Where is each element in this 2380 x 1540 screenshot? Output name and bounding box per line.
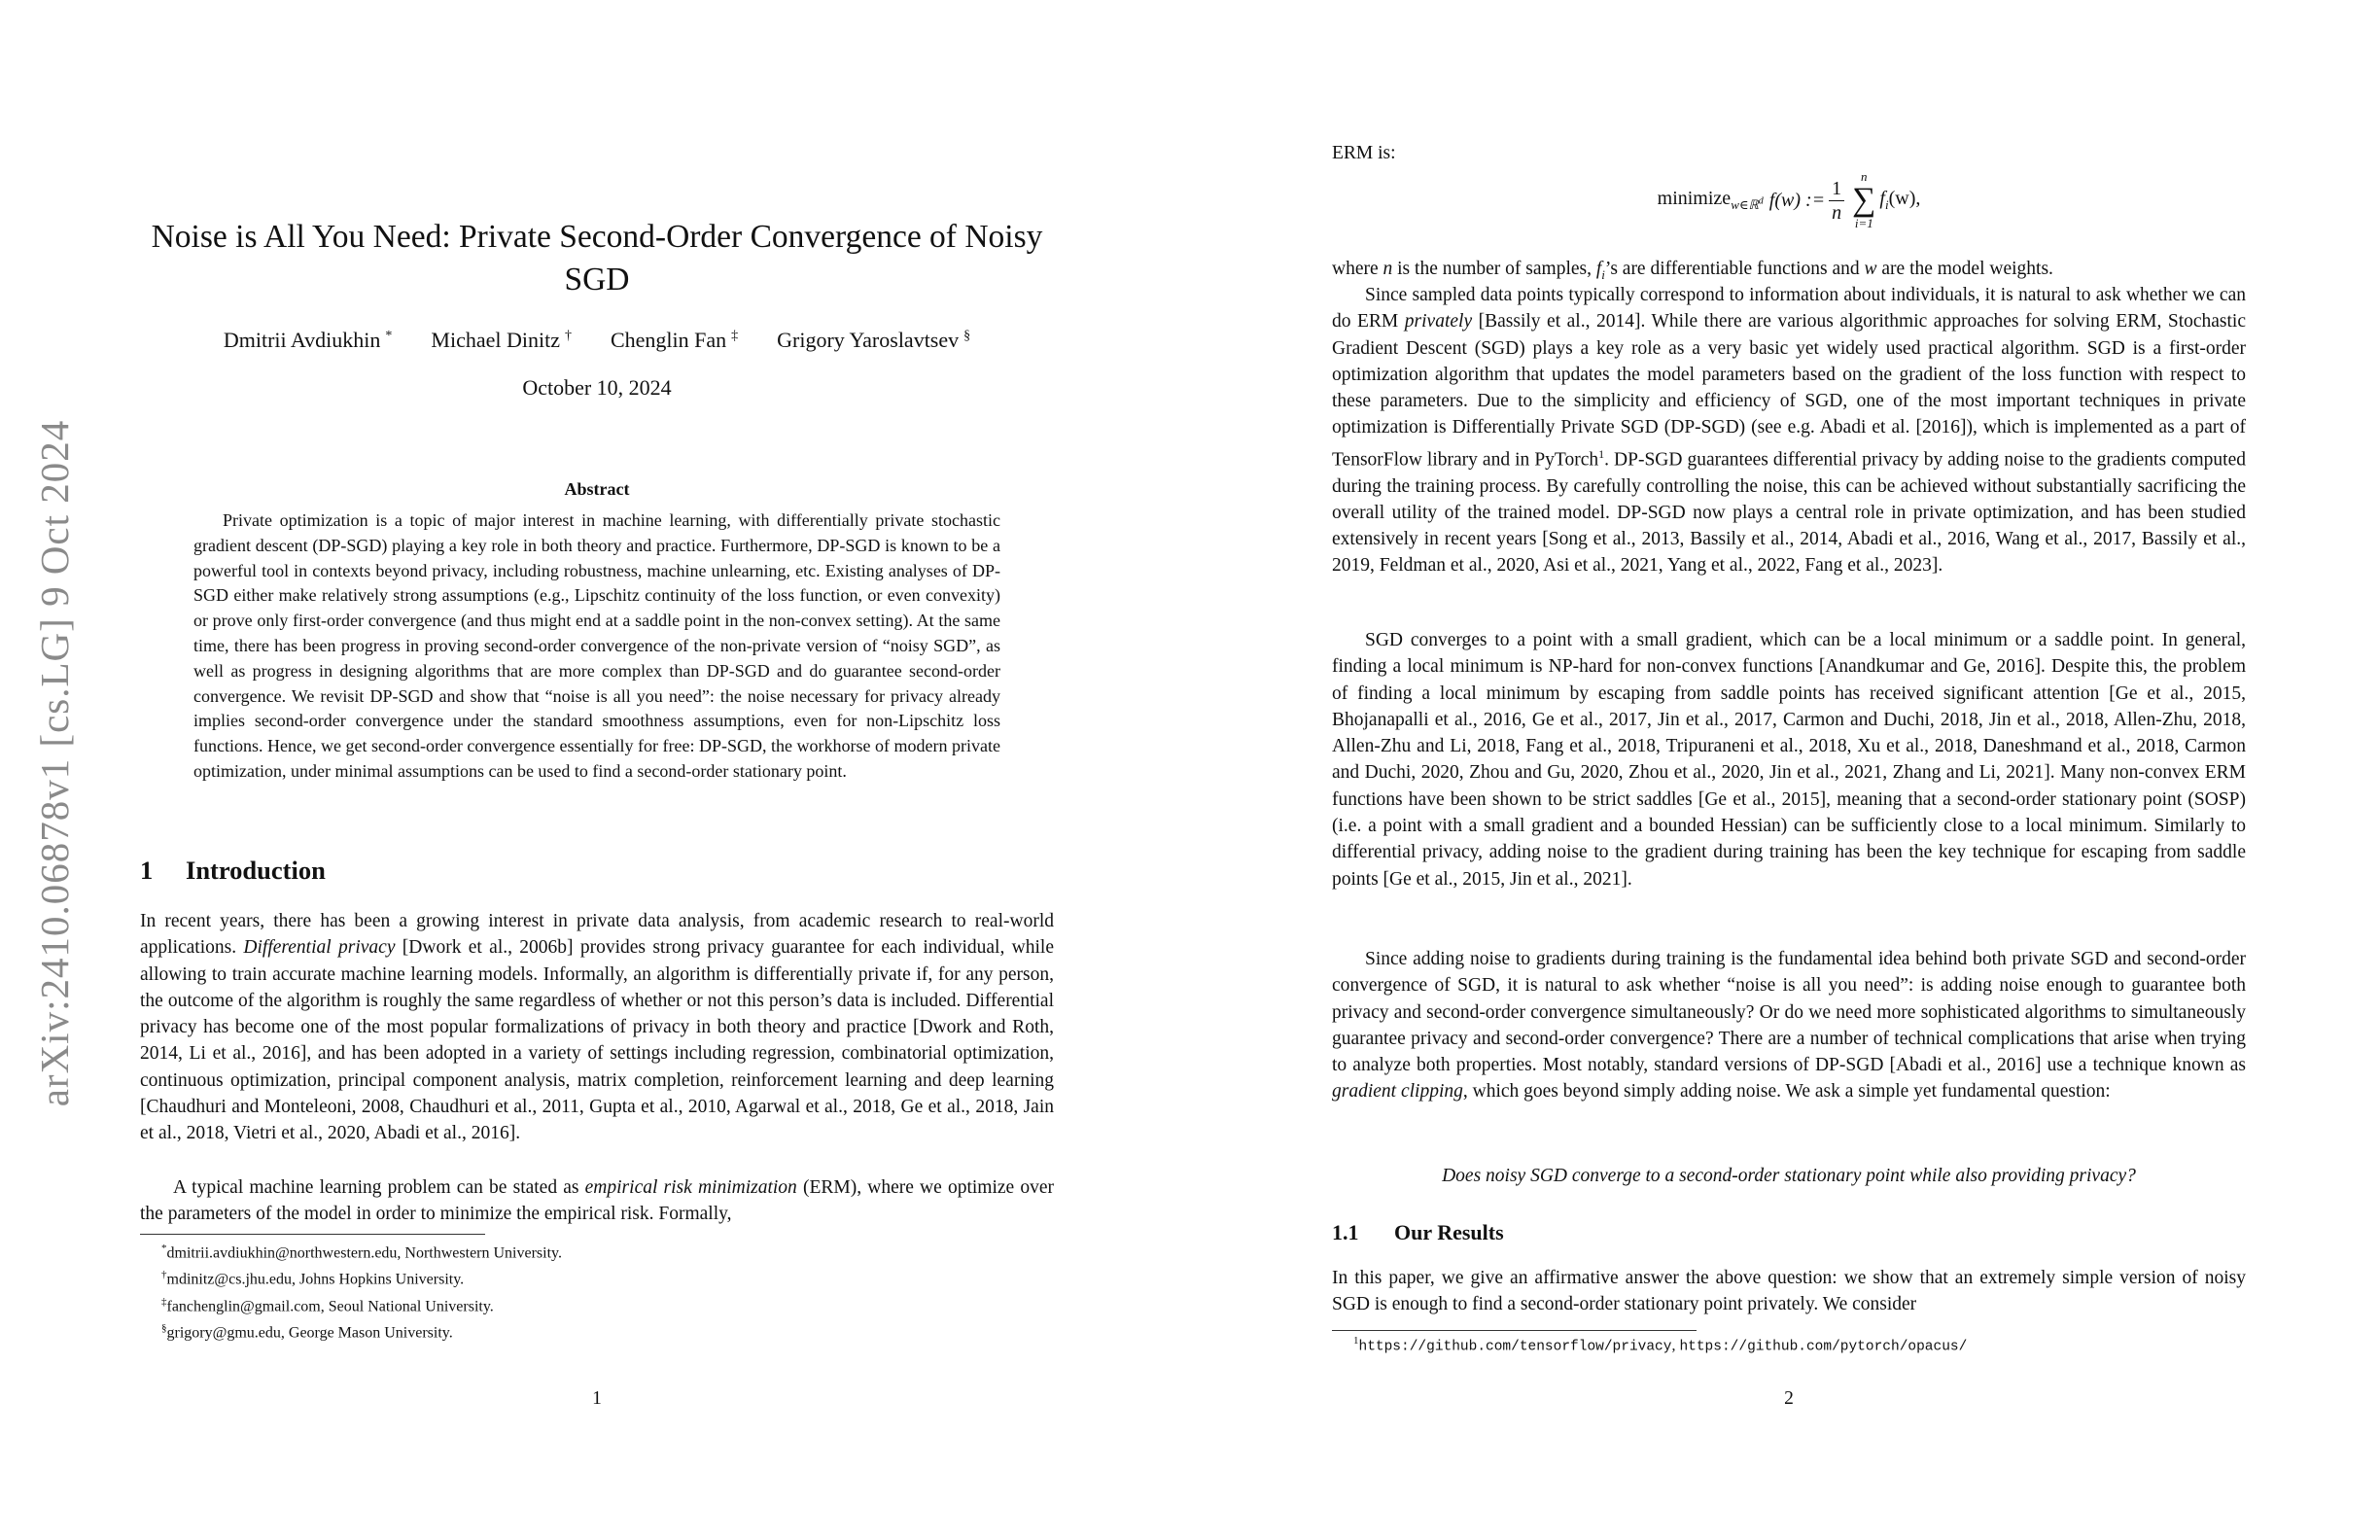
footnote-rule <box>1332 1330 1697 1331</box>
footnote: †mdinitz@cs.jhu.edu, Johns Hopkins University. <box>161 1269 465 1288</box>
arxiv-identifier <box>32 419 77 1107</box>
paragraph-saddle-points: SGD converges to a point with a small gradient, which can be a local minimum or a saddle point. In general, finding a local minimum is NP-hard for non-convex functions [Anandkumar and Ge, 2016]. Despite this, the problem of finding a local minimum by escaping from saddle points has received significant attention [Ge et al., 2015, Bhojanapalli et al., 2016, Ge et al., 2017, Jin et al., 2017, Carmon and Duchi, 2018, Jin et al., 2018, Allen-Zhu, 2018, Allen-Zhu and Li, 2018, Fang et al., 2018, Tripuraneni et al., 2018, Xu et al., 2018, Daneshmand et al., 2018, Carmon and Duchi, 2020, Zhou and Gu, 2020, Zhou et al., 2020, Jin et al., 2021, Zhang and Li, 2021]. Many non-convex ERM functions have been shown to be strict saddles [Ge et al., 2015], meaning that a second-order stationary point (SOSP) (i.e. a point with a small gradient and a bounded Hessian) can be sufficiently close to a local minimum. Similarly to differential privacy, adding noise to the gradient during training has been the key technique for escaping from saddle points [Ge et al., 2015, Jin et al., 2021]. <box>1332 630 2246 890</box>
paragraph-private-sgd: Since sampled data points typically correspond to information about individuals, it is natural to ask whether we can do ERM privately [Bassily et al., 2014]. While there are various algorithmic approaches for solving ERM, Stochastic Gradient Descent (SGD) plays a key role as a very basic yet widely used practical algorithm. SGD is a first-order optimization algorithm that updates the model parameters based on the gradient of the loss function with respect to these parameters. Due to the simplicity and efficiency of SGD, one of the most important techniques in private optimization is Differentially Private SGD (DP-SGD) (see e.g. Abadi et al. [2016]), which is implemented as a part of TensorFlow library and in PyTorch$^1$. DP-SGD guarantees differential privacy by adding noise to the gradients computed during the training process. By carefully controlling the noise, this can be achieved without substantially sacrificing the overall utility of the trained model. DP-SGD now plays a central role in private optimization, and has been studied extensively in recent years [Song et al., 2013, Bassily et al., 2014, Abadi et al., 2016, Wang et al., 2017, Bassily et al., 2019, Feldman et al., 2020, Asi et al., 2021, Yang et al., 2022, Fang et al., 2023]. <box>1332 285 2246 577</box>
equation-term: $f_i(w)$, <box>1879 188 1921 212</box>
section-heading-introduction: 1 Introduction <box>140 856 326 885</box>
page-2 <box>1332 0 2246 1540</box>
footnote: §grigory@gmu.edu, George Mason University. <box>161 1321 453 1342</box>
footnote-link-tensorflow[interactable]: https://github.com/tensorflow/privacy <box>1358 1339 1672 1355</box>
erm-definition: where n is the number of samples, $f_i’s$ are differentiable functions and w are the model weights. <box>1332 259 2053 282</box>
author: Dmitrii Avdiukhin * <box>223 328 393 352</box>
erm-intro: ERM is: <box>1332 143 1396 163</box>
abstract-text: Private optimization is a topic of major interest in machine learning, with differentially private stochastic gradient descent (DP-SGD) playing a key role in both theory and practice. Furthermore, DP-SGD is known to be a powerful tool in contexts beyond privacy, including robustness, machine unlearning, etc. Existing analyses of DP-SGD either make relatively strong assumptions (e.g., Lipschitz continuity of the loss function, or even convexity) or prove only first-order convergence (and thus might end at a saddle point in the non-convex setting). At the same time, there has been progress in proving second-order convergence of the non-private version of “noisy SGD”, as well as progress in designing algorithms that are more complex than DP-SGD and do guarantee second-order convergence. We revisit DP-SGD and show that “noise is all you need”: the noise necessary for privacy already implies second-order convergence under the standard smoothness assumptions, even for non-Lipschitz loss functions. Hence, we get second-order convergence essentially for free: DP-SGD, the workhorse of modern private optimization, under minimal assumptions can be used to find a second-order stationary point. <box>193 510 1000 781</box>
subsection-heading-our-results: 1.1 Our Results <box>1332 1220 1504 1244</box>
intro-paragraph-2: A typical machine learning problem can be stated as empirical risk minimization (ERM), where we optimize over the parameters of the model in order to minimize the empirical risk. Formally, <box>140 1177 1054 1225</box>
intro-paragraph-1: In recent years, there has been a growing interest in private data analysis, from academic research to real-world applications. Differential privacy [Dwork et al., 2006b] provides strong privacy guarantee for each individual, while allowing to train accurate machine learning models. Informally, an algorithm is differentially private if, for any person, the outcome of the algorithm is roughly the same regardless of whether or not this person’s data is included. Differential privacy has become one of the most popular formalizations of privacy in both theory and practice [Dwork and Roth, 2014, Li et al., 2016], and has been adopted in a variety of settings including regression, combinatorial optimization, continuous optimization, principal component analysis, matrix completion, reinforcement learning and deep learning [Chaudhuri and Monteleoni, 2008, Chaudhuri et al., 2011, Gupta et al., 2010, Agarwal et al., 2018, Ge et al., 2018, Jain et al., 2018, Vietri et al., 2020, Abadi et al., 2016]. <box>140 911 1054 1144</box>
erm-equation <box>1332 170 2246 230</box>
author: Michael Dinitz † <box>431 328 572 352</box>
equation-lhs: f(w) := <box>1768 189 1826 211</box>
equation-sum: n ∑ i=1 <box>1852 169 1876 230</box>
paper-date: October 10, 2024 <box>522 375 672 400</box>
author: Chenglin Fan ‡ <box>610 328 739 352</box>
author-footnotes <box>140 1238 1054 1344</box>
page-1 <box>140 0 1054 1540</box>
footnote-rule <box>140 1234 485 1235</box>
footnote-link-opacus[interactable]: https://github.com/pytorch/opacus/ <box>1679 1339 1968 1355</box>
page-number: 1 <box>592 1388 602 1409</box>
footnote: ‡fanchenglin@gmail.com, Seoul National University. <box>161 1295 494 1314</box>
equation-minimize: minimize$_{w\in ℝ^d}$ <box>1657 188 1764 212</box>
code-footnote: $^1$https://github.com/tensorflow/privacy, https://github.com/pytorch/opacus/ <box>1353 1335 1968 1355</box>
equation-fraction: $\frac{1}{n}$ <box>1829 177 1844 225</box>
arxiv-identifier-text: arXiv:2410.06878v1 [cs.LG] 9 Oct 2024 <box>32 419 77 1107</box>
author-list <box>140 328 1054 353</box>
results-paragraph: In this paper, we give an affirmative answer the above question: we show that an extremely simple version of noisy SGD is enough to find a second-order stationary point privately. We consider <box>1332 1268 2246 1315</box>
author: Grigory Yaroslavtsev § <box>777 328 971 352</box>
research-question: Does noisy SGD converge to a second-order stationary point while also providing privacy? <box>1442 1166 2136 1186</box>
page-number: 2 <box>1784 1388 1794 1409</box>
footnote: *dmitrii.avdiukhin@northwestern.edu, Northwestern University. <box>161 1242 563 1262</box>
paragraph-noise-question: Since adding noise to gradients during training is the fundamental idea behind both private SGD and second-order convergence of SGD, it is natural to ask whether “noise is all you need”: is adding noise enough to guarantee both privacy and second-order convergence simultaneously? Or do we need more sophisticated algorithms to simultaneously guarantee privacy and second-order convergence? There are a number of technical complications that arise when trying to analyze both properties. Most notably, standard versions of DP-SGD [Abadi et al., 2016] use a technique known as gradient clipping, which goes beyond simply adding noise. We ask a simple yet fundamental question: <box>1332 949 2246 1102</box>
abstract-heading: Abstract <box>564 479 630 499</box>
paper-title: Noise is All You Need: Private Second-Order Convergence of Noisy SGD <box>151 219 1043 298</box>
